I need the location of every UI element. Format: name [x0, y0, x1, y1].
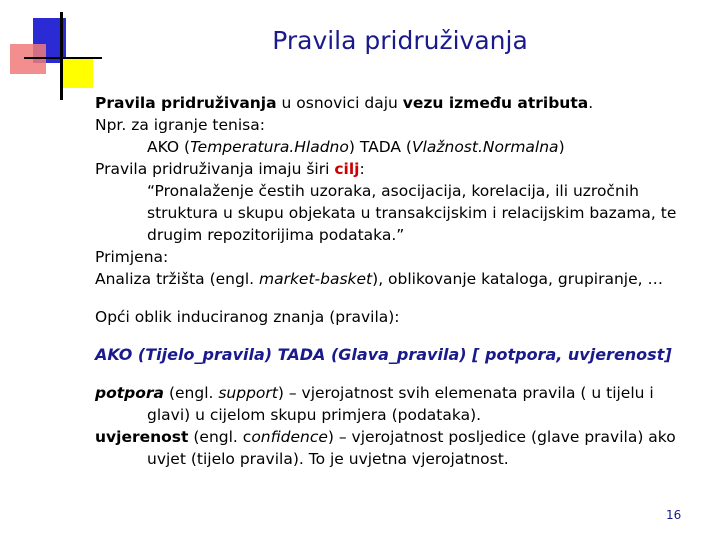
page-number: 16 [666, 508, 682, 522]
rule-term1: Temperatura.Hladno [190, 138, 349, 156]
potpora-term: potpora [95, 384, 165, 402]
uvjerenost-engl: (engl. c [188, 428, 252, 446]
potpora-line [95, 382, 705, 404]
slide-title: Pravila pridruživanja [272, 26, 528, 55]
rule-formula: AKO (Tijelo_pravila) TADA (Glava_pravila) [ potpora, uvjerenost] [95, 345, 672, 364]
example-line: Npr. za igranje tenisa: [95, 116, 265, 134]
logo-horizontal-line [24, 57, 102, 59]
logo-red-square [10, 44, 46, 74]
uvjerenost-engl-term: onfidence [251, 428, 328, 446]
analysis-start: Analiza tržišta (engl. [95, 270, 259, 288]
rule-close: ) [558, 138, 565, 156]
rule-ako: AKO ( [147, 138, 191, 156]
potpora-cont: glavi) u cijelom skupu primjera (podataka). [147, 406, 482, 424]
goal-text: Pravila pridruživanja imaju širi [95, 160, 335, 178]
goal-end: : [359, 160, 365, 178]
potpora-engl: (engl. [164, 384, 219, 402]
potpora-engl-term: support [218, 384, 278, 402]
goal-word: cilj [334, 160, 360, 178]
uvjerenost-line [95, 426, 705, 448]
intro-mid: u osnovici daju [276, 94, 403, 112]
rule-term2: Vlažnost.Normalna [411, 138, 559, 156]
analysis-end: ), oblikovanje kataloga, grupiranje, … [372, 270, 663, 288]
intro-line [95, 92, 705, 114]
uvjerenost-cont: uvjet (tijelo pravila). To je uvjetna vjerojatnost. [147, 450, 509, 468]
intro-bold-end: vezu između atributa [402, 94, 589, 112]
quote-line-2: struktura u skupu objekata u transakcijskim i relacijskim bazama, te [147, 204, 677, 222]
rule-tada: ) TADA ( [348, 138, 412, 156]
uvjerenost-term: uvjerenost [95, 428, 189, 446]
logo-yellow-square [61, 58, 93, 88]
analysis-line [95, 268, 705, 290]
intro-bold: Pravila pridruživanja [95, 94, 277, 112]
goal-line [95, 158, 705, 180]
uvjerenost-rest: ) – vjerojatnost posljedice (glave pravila) ako [327, 428, 676, 446]
quote-line-3: drugim repozitorijima podataka.” [147, 226, 405, 244]
primjena-label: Primjena: [95, 248, 169, 266]
intro-end: . [588, 94, 594, 112]
slide-content [95, 92, 705, 470]
analysis-term: market-basket [258, 270, 373, 288]
potpora-rest: ) – vjerojatnost svih elemenata pravila ( u tijelu i [277, 384, 654, 402]
quote-line-1: “Pronalaženje čestih uzoraka, asocijacija, korelacija, ili uzročnih [147, 182, 639, 200]
general-form-label: Opći oblik induciranog znanja (pravila): [95, 308, 400, 326]
logo-vertical-line [60, 12, 63, 100]
example-rule [95, 136, 705, 158]
